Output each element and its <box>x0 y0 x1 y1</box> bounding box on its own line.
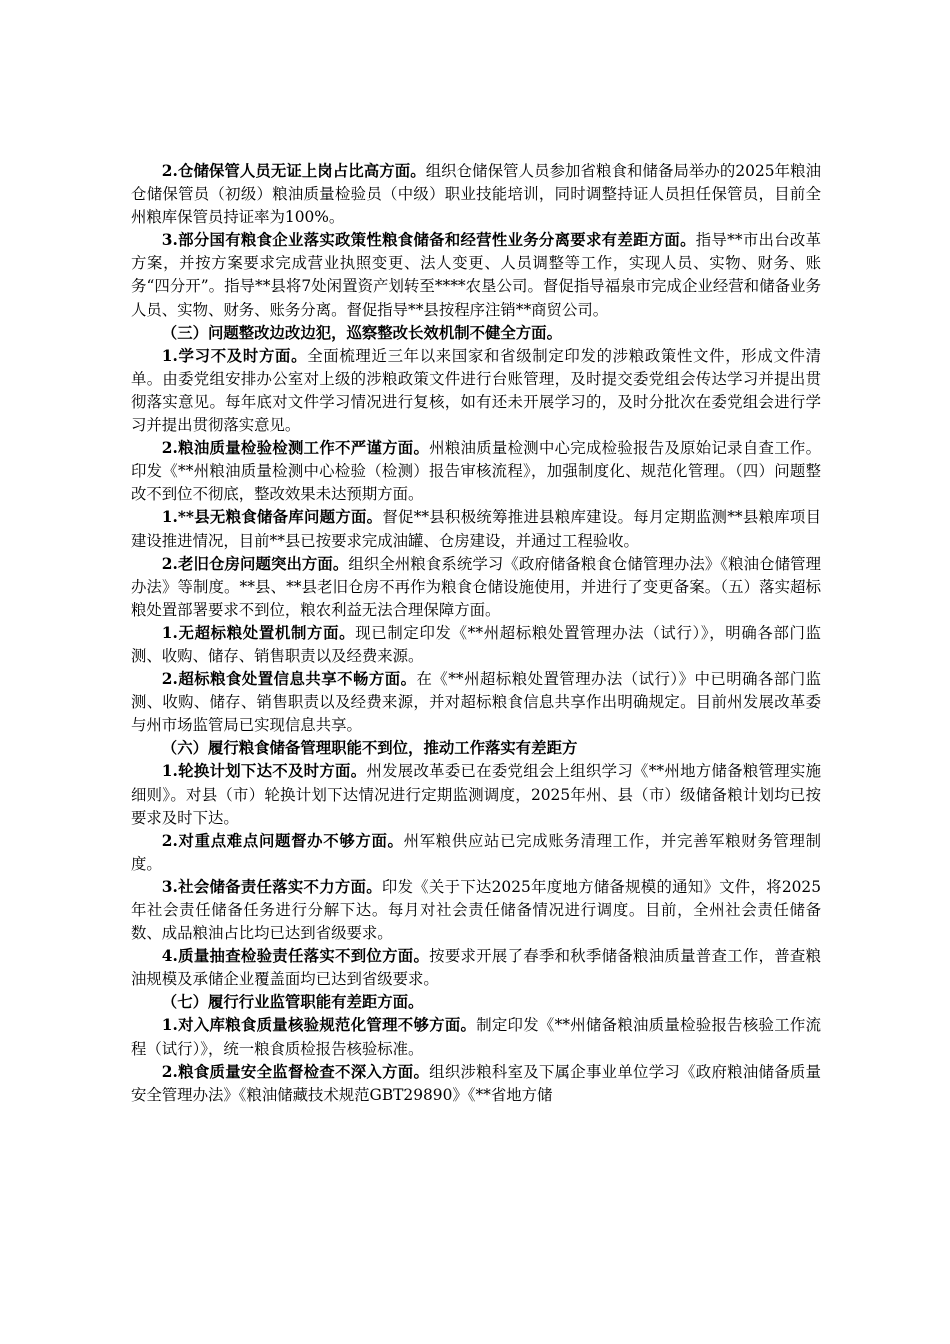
paragraph-lead: 2.超标粮食处置信息共享不畅方面。 <box>161 670 417 689</box>
paragraph-lead: 2.粮油质量检验检测工作不严谨方面。 <box>161 439 430 458</box>
paragraph-lead: 2.仓储保管人员无证上岗占比高方面。 <box>161 162 426 180</box>
paragraph-body: 按要求开展了春季和秋季储备粮油质量普查工作，普查粮油规模及承储企业覆盖面均已达到省级要求。 <box>131 947 821 989</box>
paragraph-section2-item3 <box>131 229 821 321</box>
paragraph-lead: 1.**县无粮食储备库问题方面。 <box>161 508 383 527</box>
paragraph-body: 组织涉粮科室及下属企事业单位学习《政府粮油储备质量安全管理办法》《粮油储藏技术规范GBT29890》《**省地方储 <box>131 1062 821 1104</box>
paragraph-section3-item1 <box>131 345 821 437</box>
paragraph-lead: 1.无超标粮处置机制方面。 <box>161 623 356 642</box>
paragraph-body: 督促**县积极统筹推进县粮库建设。每月定期监测**县粮库项目建设推进情况，目前**县已按要求完成油罐、仓房建设，并通过工程验收。 <box>131 508 821 550</box>
paragraph-lead: 3.部分国有粮食企业落实政策性粮食储备和经营性业务分离要求有差距方面。 <box>161 231 696 250</box>
paragraph-body: 印发《关于下达2025年度地方储备规模的通知》文件，将2025年社会责任储备任务进行分解下达。每月对社会责任储备情况进行调度。目前，全州社会责任储备数、成品粮油占比均已达到省级要求。 <box>131 877 821 943</box>
paragraph-section6-item2 <box>131 830 821 876</box>
paragraph-section2-item2 <box>131 160 821 229</box>
paragraph-body: 组织仓储保管人员参加省粮食和储备局举办的2025年粮油仓储保管员（初级）粮油质量检验员（中级）职业技能培训，同时调整持证人员担任保管员，目前全州粮库保管员持证率为100%。 <box>131 162 821 227</box>
paragraph-body: 全面梳理近三年以来国家和省级制定印发的涉粮政策性文件，形成文件清单。由委党组安排办公室对上级的涉粮政策文件进行台账管理，及时提交委党组会传达学习并提出贯彻落实意见。每年底对文件学习情况进行复核，如有还未开展学习的，及时分批次在委党组会进行学习并提出贯彻落实意见。 <box>131 346 821 435</box>
paragraph-section5-item2 <box>131 668 821 737</box>
paragraph-section4-item2 <box>131 553 821 622</box>
paragraph-section7-item2 <box>131 1061 821 1107</box>
paragraph-body: 州发展改革委已在委党组会上组织学习《**州地方储备粮管理实施细则》。对县（市）轮换计划下达情况进行定期监测调度，2025年州、县（市）级储备粮计划均已按要求及时下达。 <box>131 762 821 827</box>
paragraph-lead: 4.质量抽查检验责任落实不到位方面。 <box>161 947 430 966</box>
section-heading-text: （七）履行行业监管职能有差距方面。 <box>161 993 424 1012</box>
paragraph-lead: 2.对重点难点问题督办不够方面。 <box>161 831 404 850</box>
paragraph-body: 现已制定印发《**州超标粮处置管理办法（试行）》，明确各部门监测、收购、储存、销售职责以及经费来源。 <box>131 623 821 665</box>
paragraph-section6-item1 <box>131 760 821 829</box>
paragraph-section7-item1 <box>131 1014 821 1060</box>
paragraph-section4-item1 <box>131 506 821 552</box>
paragraph-body: 指导**市出台改革方案，并按方案要求完成营业执照变更、法人变更、人员调整等工作，实现人员、实物、财务、账务“四分开”。指导**县将7处闲置资产划转至****农垦公司。督促指导福泉市完成企业经营和储备业务人员、实物、财务、账务分离。督促指导**县按程序注销**商贸公司。 <box>131 231 821 319</box>
paragraph-lead: 3.社会储备责任落实不力方面。 <box>161 877 382 896</box>
paragraph-body: 州粮油质量检测中心完成检验报告及原始记录自查工作。印发《**州粮油质量检测中心检验（检测）报告审核流程》，加强制度化、规范化管理。（四）问题整改不到位不彻底，整改效果未达预期方面。 <box>131 439 821 504</box>
document-page <box>131 160 821 1107</box>
paragraph-lead: 1.对入库粮食质量核验规范化管理不够方面。 <box>161 1016 477 1035</box>
paragraph-lead: 2.粮食质量安全监督检查不深入方面。 <box>161 1062 430 1081</box>
paragraph-body: 州军粮供应站已完成账务清理工作，并完善军粮财务管理制度。 <box>131 831 821 873</box>
paragraph-lead: 2.老旧仓房问题突出方面。 <box>161 554 349 573</box>
section-heading-6 <box>131 737 821 760</box>
paragraph-body: 组织全州粮食系统学习《政府储备粮食仓储管理办法》《粮油仓储管理办法》等制度。**县、**县老旧仓房不再作为粮食仓储设施使用，并进行了变更备案。（五）落实超标粮处置部署要求不到位，粮农利益无法合理保障方面。 <box>131 554 821 619</box>
paragraph-section5-item1 <box>131 622 821 668</box>
section-heading-7 <box>131 991 821 1014</box>
section-heading-3 <box>131 322 821 345</box>
paragraph-lead: 1.轮换计划下达不及时方面。 <box>161 762 367 781</box>
paragraph-body: 制定印发《**州储备粮油质量检验报告核验工作流程（试行）》，统一粮食质检报告核验标准。 <box>131 1016 821 1058</box>
paragraph-lead: 1.学习不及时方面。 <box>161 346 308 365</box>
paragraph-section3-item2 <box>131 437 821 506</box>
paragraph-section6-item3 <box>131 876 821 945</box>
section-heading-text: （六）履行粮食储备管理职能不到位，推动工作落实有差距方 <box>161 739 578 758</box>
section-heading-text: （三）问题整改边改边犯，巡察整改长效机制不健全方面。 <box>161 323 562 342</box>
paragraph-section6-item4 <box>131 945 821 991</box>
paragraph-body: 在《**州超标粮处置管理办法（试行）》中已明确各部门监测、收购、储存、销售职责以及经费来源，并对超标粮食信息共享作出明确规定。目前州发展改革委与州市场监管局已实现信息共享。 <box>131 670 821 735</box>
